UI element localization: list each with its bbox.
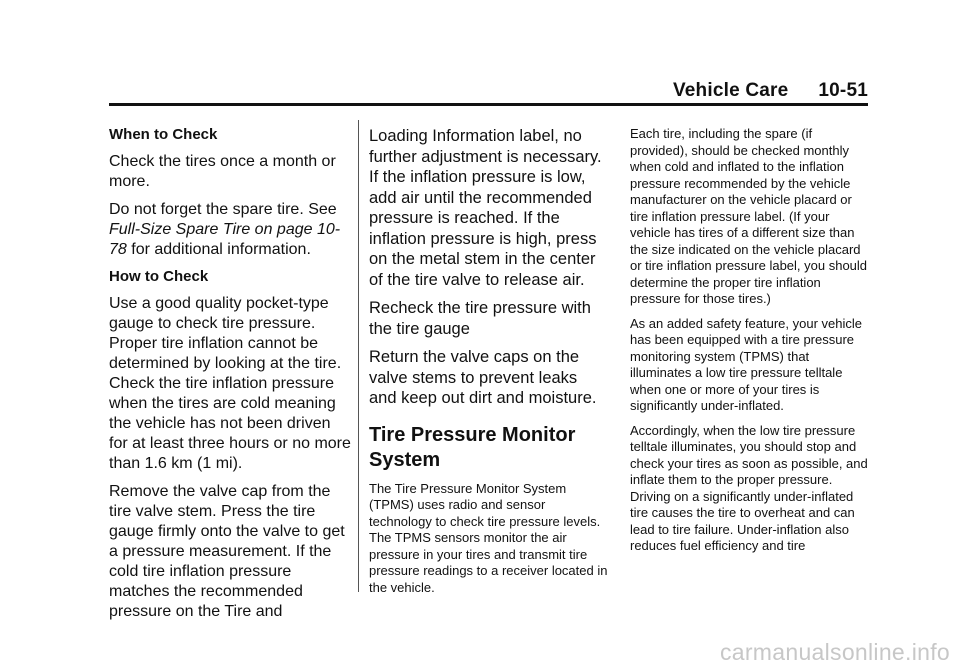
spare-text-post: for additional information. [126, 241, 311, 258]
paragraph-accordingly: Accordingly, when the low tire pressure telltale illuminates, you should stop and check your tires as soon as possible, and inflate them to the proper pressure. Driving on a significantly under-inflated tire causes the tire to overheat and can lead to tire failure. Under-inflation also reduces fuel efficiency and tire [630, 422, 868, 553]
section-title-tpms: Tire Pressure Monitor System [369, 423, 576, 471]
column-1 [109, 126, 351, 630]
page-header [673, 80, 868, 102]
header-rule [109, 103, 868, 106]
paragraph-return-caps: Return the valve caps on the valve stems to prevent leaks and keep out dirt and moisture. [369, 348, 597, 407]
watermark-text: carmanualsonline.info [719, 639, 950, 665]
column-divider [358, 120, 359, 592]
paragraph-when: Check the tires once a month or more. [109, 153, 336, 190]
spare-text-pre: Do not forget the spare tire. See [109, 201, 337, 218]
column-3 [630, 126, 870, 563]
paragraph-each-tire: Each tire, including the spare (if provided), should be checked monthly when cold and inflated to the inflation pressure recommended by the vehicle manufacturer on the vehicle placard or tire inflation pressure label. (If your vehicle has tires of a different size than the size indicated on the vehicle placard or tire inflation pressure label, you should determine the proper tire inflation pressure for those tires.) [630, 126, 868, 306]
paragraph-safety: As an added safety feature, your vehicle has been equipped with a tire pressure monitoring system (TPMS) that illuminates a low tire pressure telltale when one or more of your tires is significantly under-inflated. [630, 315, 862, 413]
paragraph-recheck: Recheck the tire pressure with the tire gauge [369, 299, 591, 338]
spare-tire-xref-link[interactable]: Full-Size Spare Tire on page 10-78 [109, 221, 341, 258]
paragraph-loading: Loading Information label, no further adjustment is necessary. If the inflation pressure is low, add air until the recommended pressure is reached. If the inflation pressure is high, press on the metal stem in the center of the tire valve to release air. [369, 127, 602, 289]
heading-how-to-check: How to Check [109, 268, 209, 285]
column-2 [369, 126, 609, 604]
heading-when-to-check: When to Check [109, 126, 218, 143]
paragraph-spare [109, 200, 351, 260]
header-page-number: 10-51 [818, 80, 868, 101]
paragraph-tpms: The Tire Pressure Monitor System (TPMS) uses radio and sensor technology to check tire pressure levels. The TPMS sensors monitor the air pressure in your tires and transmit tire pressure readings to a receiver located in the vehicle. [369, 480, 608, 595]
paragraph-remove-cap: Remove the valve cap from the tire valve stem. Press the tire gauge firmly onto the valve to get a pressure measurement. If the cold tire inflation pressure matches the recommended pressure on the Tire and [109, 483, 345, 620]
paragraph-how: Use a good quality pocket-type gauge to check tire pressure. Proper tire inflation cannot be determined by looking at the tire. Check the tire inflation pressure when the tires are cold meaning the vehicle has not been driven for at least three hours or no more than 1.6 km (1 mi). [109, 295, 351, 472]
header-section-title: Vehicle Care [672, 80, 789, 101]
